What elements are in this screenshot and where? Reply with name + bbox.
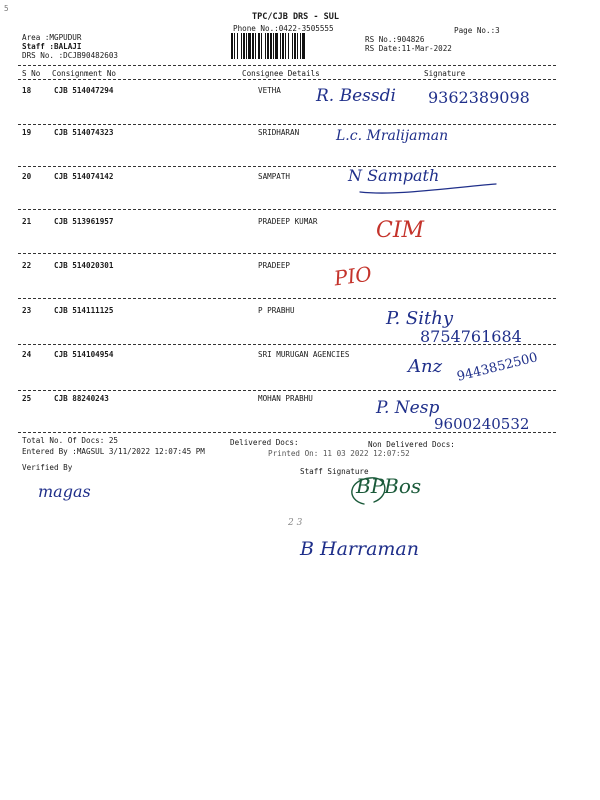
rs-number: RS No.:904826 bbox=[365, 35, 425, 44]
row-consignment: CJB 88240243 bbox=[54, 394, 109, 403]
row-divider bbox=[18, 298, 556, 299]
row-divider bbox=[18, 432, 556, 433]
area-label: Area :MGPUDUR bbox=[22, 33, 82, 42]
column-consignee: Consignee Details bbox=[242, 69, 320, 78]
phone-number: Phone No.:0422-3505555 bbox=[233, 24, 334, 33]
margin-mark: 5 bbox=[4, 4, 9, 13]
row-divider bbox=[18, 344, 556, 345]
row-sno: 19 bbox=[22, 128, 32, 137]
row-consignee: SRIDHARAN bbox=[258, 128, 300, 137]
row-divider bbox=[18, 166, 556, 167]
verified-signature: magas bbox=[38, 482, 91, 501]
staff-row bbox=[22, 42, 81, 51]
row-consignment: CJB 514074323 bbox=[54, 128, 114, 137]
staff-signature-ink: BPBos bbox=[356, 474, 422, 498]
row-consignee: SAMPATH bbox=[258, 172, 291, 181]
row-divider bbox=[18, 253, 556, 254]
column-divider bbox=[18, 79, 556, 80]
signature-row-20: N Sampath bbox=[348, 166, 440, 185]
row-consignee: PRADEEP bbox=[258, 261, 291, 270]
entered-by: Entered By :MAGSUL 3/11/2022 12:07:45 PM bbox=[22, 447, 205, 456]
rs-date: RS Date:11-Mar-2022 bbox=[365, 44, 452, 53]
column-signature: Signature bbox=[424, 69, 466, 78]
row-sno: 23 bbox=[22, 306, 32, 315]
column-sno: S No bbox=[22, 69, 41, 78]
signature-row-19: L.c. Mralijaman bbox=[336, 128, 449, 144]
bottom-signature: B Harraman bbox=[300, 538, 419, 560]
row-sno: 20 bbox=[22, 172, 32, 181]
row-consignee: P PRABHU bbox=[258, 306, 295, 315]
row-consignment: CJB 514111125 bbox=[54, 306, 114, 315]
signature-row-18: R. Bessdi bbox=[316, 86, 396, 106]
row-divider bbox=[18, 209, 556, 210]
row-consignee: PRADEEP KUMAR bbox=[258, 217, 318, 226]
printed-on: Printed On: 11 03 2022 12:07:52 bbox=[268, 449, 410, 458]
phone-handwritten-row-18: 9362389098 bbox=[428, 88, 530, 107]
row-sno: 18 bbox=[22, 86, 32, 95]
row-sno: 25 bbox=[22, 394, 32, 403]
row-consignment: CJB 514020301 bbox=[54, 261, 114, 270]
phone-handwritten-row-24: 9443852500 bbox=[455, 350, 540, 385]
row-consignee: SRI MURUGAN AGENCIES bbox=[258, 350, 350, 359]
row-consignment: CJB 514047294 bbox=[54, 86, 114, 95]
staff-signature-loop bbox=[344, 470, 424, 514]
row-consignment: CJB 514104954 bbox=[54, 350, 114, 359]
staff-name: BALAJI bbox=[54, 42, 82, 51]
signature-row-22: PIO bbox=[332, 261, 374, 291]
phone-handwritten-row-23: 8754761684 bbox=[420, 327, 522, 346]
drs-number: DRS No. :DCJB90482603 bbox=[22, 51, 119, 60]
row-consignee: MOHAN PRABHU bbox=[258, 394, 313, 403]
document-title: TPC/CJB DRS - SUL bbox=[252, 12, 339, 22]
row-consignment: CJB 514074142 bbox=[54, 172, 114, 181]
non-delivered-docs: Non Delivered Docs: bbox=[368, 440, 455, 449]
header-divider bbox=[18, 65, 556, 66]
row-sno: 22 bbox=[22, 261, 32, 270]
row-sno: 21 bbox=[22, 217, 32, 226]
signature-row-24: Anz bbox=[408, 356, 443, 377]
row-divider bbox=[18, 390, 556, 391]
signature-row-21: CIM bbox=[376, 218, 425, 243]
staff-label: Staff : bbox=[22, 42, 55, 51]
pencil-number: 2 3 bbox=[288, 518, 303, 528]
row-consignment: CJB 513961957 bbox=[54, 217, 114, 226]
phone-handwritten-row-25: 9600240532 bbox=[434, 415, 530, 433]
signature-row-25: P. Nesp bbox=[376, 398, 440, 418]
row-consignee: VETHA bbox=[258, 86, 281, 95]
column-consignment: Consignment No bbox=[52, 69, 117, 78]
delivered-docs: Delivered Docs: bbox=[230, 438, 299, 447]
page-number: Page No.:3 bbox=[454, 26, 500, 35]
row-sno: 24 bbox=[22, 350, 32, 359]
signature-row-23: P. Sithy bbox=[386, 308, 453, 329]
verified-by-label: Verified By bbox=[22, 463, 73, 472]
staff-signature-label: Staff Signature bbox=[300, 467, 369, 476]
row-divider bbox=[18, 124, 556, 125]
signature-underline-row-20 bbox=[356, 176, 506, 198]
total-docs: Total No. Of Docs: 25 bbox=[22, 436, 119, 445]
barcode-image bbox=[230, 33, 358, 59]
